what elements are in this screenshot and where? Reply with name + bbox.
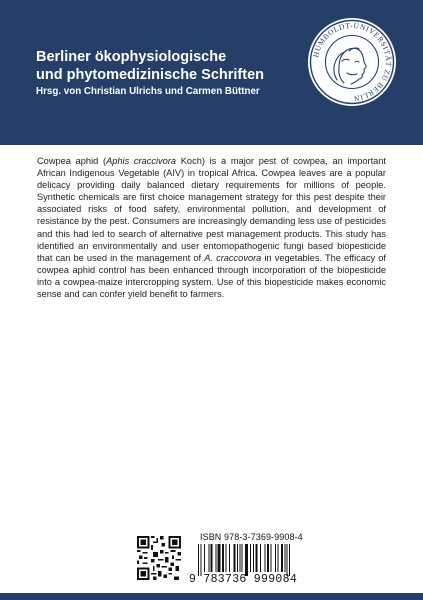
abstract-segment: Koch) is a major pest of cowpea, an important African Indigenous Vegetable (AIV) in tropical Africa. Cowpea leaves are a popular delicacy providing daily balanced dietary requirements for millions of people. Synthetic chemicals are first choice management strategy for this pest despite their associated risks of food safety, environmental pollution, and development of resistance by the pest. Consumers are increasingly demanding less use of pesticides and this had led to search of alternative pest management products. This study has identified an environmentally and user entomopathogenic fungi based biopesticide that can be used in the management of xyxy=(37,156,387,263)
university-seal-icon xyxy=(307,17,397,107)
barcode-bar xyxy=(242,544,243,572)
barcode-bar xyxy=(281,544,283,572)
species-name: Aphis craccivora xyxy=(106,156,177,166)
barcode-bar xyxy=(275,544,276,572)
series-title xyxy=(36,48,326,84)
barcode-bar xyxy=(256,544,258,572)
barcode-bar xyxy=(253,544,254,572)
series-title-line1: Berliner ökophysiologische xyxy=(36,49,227,65)
barcode-bar xyxy=(245,544,248,576)
barcode-bar xyxy=(229,544,230,572)
barcode-bar xyxy=(289,544,290,576)
abstract-text xyxy=(37,155,386,300)
abstract-segment: in vegetables. The efficacy of cowpea aphid control has been enhanced through incorporation of the biopesticide into a cowpea-maize intercropping system. Use of this biopesticide makes economic sense and can confer yield benefit to farmers. xyxy=(37,252,386,300)
barcode-bar xyxy=(284,544,285,572)
series-title-line2: und phytomedizinische Schriften xyxy=(36,67,264,83)
barcode-bar xyxy=(211,544,213,572)
barcode-bar xyxy=(204,544,205,572)
qr-code-icon xyxy=(137,536,181,580)
ean-digits: 9 783736 999084 xyxy=(189,573,298,586)
barcode-bar xyxy=(234,544,236,572)
ean-barcode xyxy=(196,544,322,576)
barcode-bar xyxy=(270,544,271,572)
barcode-bar xyxy=(218,544,221,572)
barcode-bar xyxy=(267,544,269,572)
barcode-bar xyxy=(222,544,224,572)
barcode-bar xyxy=(287,544,288,576)
isbn-label: ISBN 978-3-7369-9908-4 xyxy=(200,532,303,542)
barcode-bar xyxy=(239,544,240,572)
barcode-bar xyxy=(277,544,278,572)
barcode-bar xyxy=(226,544,227,572)
barcode-bar xyxy=(208,544,209,572)
species-name: A. craccovora xyxy=(204,252,262,263)
abstract-segment: Cowpea aphid ( xyxy=(37,156,107,166)
barcode-bar xyxy=(250,544,251,572)
barcode-bar xyxy=(198,544,199,576)
barcode-bar xyxy=(265,544,266,572)
barcode-bar xyxy=(215,544,216,572)
barcode-bar xyxy=(260,544,261,572)
barcode-bar xyxy=(237,544,238,572)
bottom-band xyxy=(0,593,423,600)
series-editors: Hrsg. von Christian Ulrichs und Carmen Büttner xyxy=(36,86,260,97)
seal-text: HUMBOLDT-UNIVERSITÄT ZU BERLIN xyxy=(311,20,394,104)
barcode-bar xyxy=(200,544,201,576)
